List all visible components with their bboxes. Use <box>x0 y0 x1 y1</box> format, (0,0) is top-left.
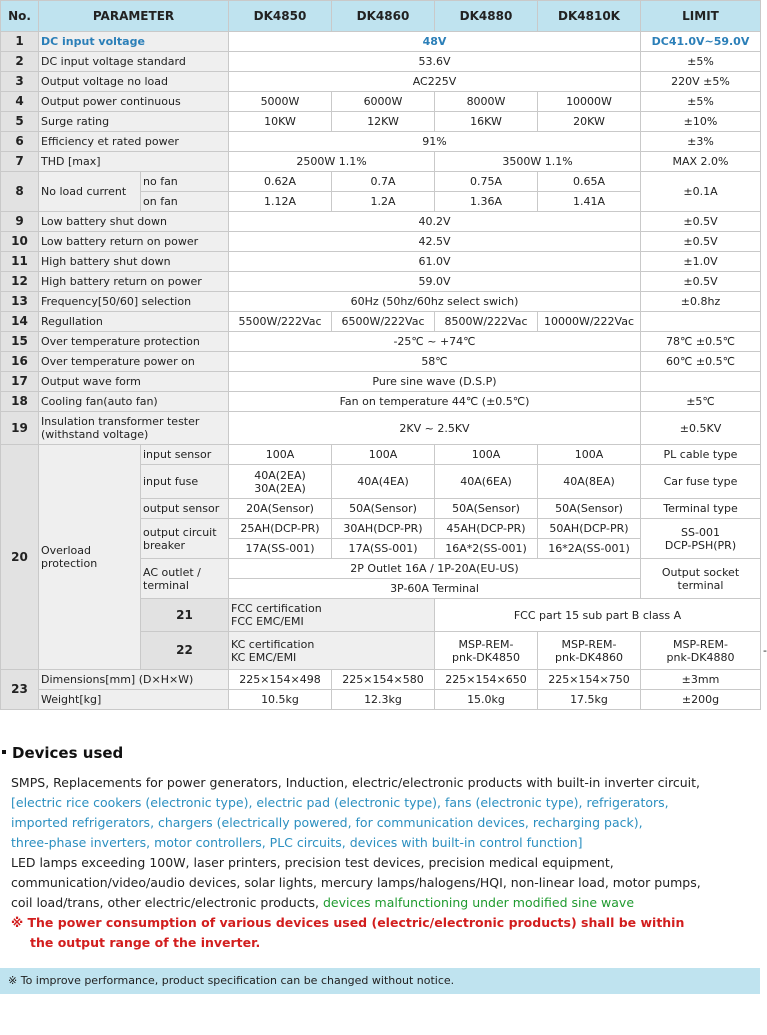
cell-dk4850: 17A(SS-001) <box>229 539 332 559</box>
cell-dk4810k: 40A(8EA) <box>538 465 641 499</box>
row-limit: ±0.5V <box>641 232 761 252</box>
row-label-line: KC EMC/EMI <box>231 650 297 664</box>
row-value: -25℃ ~ +74℃ <box>229 332 641 352</box>
table-row <box>1 152 761 172</box>
row-label: Output power continuous <box>39 92 229 112</box>
cell-dk4880 <box>641 632 761 670</box>
row-limit: ±5% <box>641 92 761 112</box>
cell-dk4860: 50A(Sensor) <box>332 499 435 519</box>
row-label <box>39 445 141 670</box>
cell-dk4810k: 50A(Sensor) <box>538 499 641 519</box>
row-limit: ±0.5V <box>641 212 761 232</box>
table-row <box>1 352 761 372</box>
row-label-line: (withstand voltage) <box>41 428 149 441</box>
cell-dk4810k: 10000W <box>538 92 641 112</box>
warning-note <box>11 913 756 953</box>
row-number: 7 <box>1 152 39 172</box>
table-row <box>1 92 761 112</box>
row-label-line: FCC certification <box>231 602 322 615</box>
cell-dk4810k: 50AH(DCP-PR) <box>538 519 641 539</box>
cell-line: MSP-REM- <box>673 637 728 651</box>
cell-dk4880: 0.75A <box>435 172 538 192</box>
row-limit: Terminal type <box>641 499 761 519</box>
row-limit: ±200g <box>641 690 761 710</box>
notice-bar <box>0 968 760 994</box>
cell-dk4880: 16A*2(SS-001) <box>435 539 538 559</box>
table-row <box>1 412 761 445</box>
row-value: 2P Outlet 16A / 1P-20A(EU-US) <box>229 559 641 579</box>
cell-line: MSP-REM- <box>458 637 514 651</box>
row-number: 17 <box>1 372 39 392</box>
sub-label <box>141 559 229 599</box>
cell-dk4850: 0.62A <box>229 172 332 192</box>
sub-label <box>141 519 229 559</box>
row-limit: ±5℃ <box>641 392 761 412</box>
row-limit <box>641 312 761 332</box>
table-row <box>1 72 761 92</box>
table-row <box>1 172 761 192</box>
warning-line: the output range of the inverter. <box>30 935 261 950</box>
row-label: High battery shut down <box>39 252 229 272</box>
row-limit: DC41.0V~59.0V <box>641 32 761 52</box>
row-label <box>39 412 229 445</box>
row-number: 6 <box>1 132 39 152</box>
table-row <box>1 132 761 152</box>
desc-line: imported refrigerators, chargers (electrically powered, for communication devices, recharging pack), <box>11 815 643 830</box>
cell-dk4860: 30AH(DCP-PR) <box>332 519 435 539</box>
row-number: 12 <box>1 272 39 292</box>
row-label-line: protection <box>41 557 98 570</box>
row-limit: 220V ±5% <box>641 72 761 92</box>
row-value: 48V <box>229 32 641 52</box>
row-label: THD [max] <box>39 152 229 172</box>
row-limit: ±5% <box>641 52 761 72</box>
sub-label-line: breaker <box>143 538 186 552</box>
row-limit: MAX 2.0% <box>641 152 761 172</box>
header-row <box>1 1 761 32</box>
devices-heading <box>0 744 123 762</box>
cell-line: pnk-DK4860 <box>555 650 623 664</box>
cell-dk4880: 100A <box>435 445 538 465</box>
cell-dk4810k: 17.5kg <box>538 690 641 710</box>
row-label: Weight[kg] <box>39 690 229 710</box>
cell-dk4860: 0.7A <box>332 172 435 192</box>
row-label: Regullation <box>39 312 229 332</box>
desc-line: communication/video/audio devices, solar lights, mercury lamps/halogens/HQI, non-linear load, motor pumps, <box>11 875 701 890</box>
cell-dk4880: 1.36A <box>435 192 538 212</box>
table-row <box>1 32 761 52</box>
limit-line: Output socket <box>661 565 740 579</box>
cell-dk4860: 225×154×580 <box>332 670 435 690</box>
sub-label: no fan <box>141 172 229 192</box>
table-row <box>1 445 761 465</box>
table-row <box>1 272 761 292</box>
row-value: 42.5V <box>229 232 641 252</box>
row-number: 14 <box>1 312 39 332</box>
row-label: Surge rating <box>39 112 229 132</box>
row-label-line: Insulation transformer tester <box>41 415 200 428</box>
table-row <box>1 52 761 72</box>
row-limit: 60℃ ±0.5℃ <box>641 352 761 372</box>
row-limit: ±1.0V <box>641 252 761 272</box>
cell-dk4810k: 16*2A(SS-001) <box>538 539 641 559</box>
sub-label: input sensor <box>141 445 229 465</box>
header-dk4810k: DK4810K <box>538 1 641 32</box>
row-label: Output wave form <box>39 372 229 392</box>
cell-dk4850: 5000W <box>229 92 332 112</box>
cell-dk4810k: 1.41A <box>538 192 641 212</box>
cell-dk4850: 25AH(DCP-PR) <box>229 519 332 539</box>
row-label: Frequency[50/60] selection <box>39 292 229 312</box>
cell-dk4860: 1.2A <box>332 192 435 212</box>
row-number: 18 <box>1 392 39 412</box>
row-limit <box>641 519 761 559</box>
row-number: 22 <box>141 632 229 670</box>
row-value: 60Hz (50hz/60hz select swich) <box>229 292 641 312</box>
row-label: High battery return on power <box>39 272 229 292</box>
notice-text: ※ To improve performance, product specification can be changed without notice. <box>8 974 455 987</box>
header-parameter: PARAMETER <box>39 1 229 32</box>
cell-line: 40A(2EA) <box>254 468 306 482</box>
row-limit <box>641 372 761 392</box>
row-number: 3 <box>1 72 39 92</box>
row-number: 11 <box>1 252 39 272</box>
row-label: Low battery shut down <box>39 212 229 232</box>
row-number: 8 <box>1 172 39 212</box>
row-label <box>229 632 435 670</box>
table-row <box>1 212 761 232</box>
row-label: Output voltage no load <box>39 72 229 92</box>
row-limit: ±3mm <box>641 670 761 690</box>
cell-dk4850: 10.5kg <box>229 690 332 710</box>
row-value: AC225V <box>229 72 641 92</box>
cell-dk4850: 1.12A <box>229 192 332 212</box>
cell-dk4860: 100A <box>332 445 435 465</box>
cell-dk4860: 6500W/222Vac <box>332 312 435 332</box>
row-number: 5 <box>1 112 39 132</box>
cell-dk4850: 10KW <box>229 112 332 132</box>
row-number: 23 <box>1 670 39 710</box>
row-value: 59.0V <box>229 272 641 292</box>
cell-line: pnk-DK4850 <box>452 650 520 664</box>
cell-dk4850: 100A <box>229 445 332 465</box>
table-row <box>1 112 761 132</box>
row-number: 15 <box>1 332 39 352</box>
cell-dk4850: 5500W/222Vac <box>229 312 332 332</box>
cell-dk4880: 45AH(DCP-PR) <box>435 519 538 539</box>
cell-dk4810k: 20KW <box>538 112 641 132</box>
sub-label: output sensor <box>141 499 229 519</box>
row-number: 20 <box>1 445 39 670</box>
row-number: 2 <box>1 52 39 72</box>
table-row <box>1 670 761 690</box>
row-value: 58℃ <box>229 352 641 372</box>
cell-dk4860: 12KW <box>332 112 435 132</box>
limit-line: SS-001 <box>681 525 720 539</box>
limit-line: terminal <box>677 578 724 592</box>
row-label: Dimensions[mm] (D×H×W) <box>39 670 229 690</box>
cell-dk4860: 40A(4EA) <box>332 465 435 499</box>
row-label <box>229 599 435 632</box>
cell-dk4880: 8500W/222Vac <box>435 312 538 332</box>
desc-line: SMPS, Replacements for power generators, Induction, electric/electronic products with built-in inverter circuit, <box>11 775 700 790</box>
cell-dk4850 <box>435 632 538 670</box>
row-limit: ±0.5KV <box>641 412 761 445</box>
cell-dk4880: 16KW <box>435 112 538 132</box>
row-value: 53.6V <box>229 52 641 72</box>
row-label: DC input voltage standard <box>39 52 229 72</box>
cell-dk4880: 8000W <box>435 92 538 112</box>
cell-dk4880: 15.0kg <box>435 690 538 710</box>
row-limit: ±3% <box>641 132 761 152</box>
cell-dk4810k: 100A <box>538 445 641 465</box>
header-no: No. <box>1 1 39 32</box>
table-row <box>1 312 761 332</box>
row-value: 91% <box>229 132 641 152</box>
table-row <box>1 372 761 392</box>
cell-thd-a: 2500W 1.1% <box>229 152 435 172</box>
row-limit: ±10% <box>641 112 761 132</box>
cell-dk4850: 20A(Sensor) <box>229 499 332 519</box>
row-value: Pure sine wave (D.S.P) <box>229 372 641 392</box>
limit-line: DCP-PSH(PR) <box>664 538 737 552</box>
row-limit: ±0.8hz <box>641 292 761 312</box>
table-row <box>1 292 761 312</box>
row-value: 61.0V <box>229 252 641 272</box>
row-value: 2KV ~ 2.5KV <box>229 412 641 445</box>
cell-dk4810k: 0.65A <box>538 172 641 192</box>
row-value: FCC part 15 sub part B class A <box>435 599 761 632</box>
cell-dk4880: 225×154×650 <box>435 670 538 690</box>
row-label: DC input voltage <box>39 32 229 52</box>
row-value: 40.2V <box>229 212 641 232</box>
row-number: 21 <box>141 599 229 632</box>
warning-line: ※ The power consumption of various devices used (electric/electronic products) shall be within <box>11 915 685 930</box>
table-row <box>1 332 761 352</box>
table-row <box>1 690 761 710</box>
desc-line <box>11 893 756 913</box>
row-label: Low battery return on power <box>39 232 229 252</box>
row-limit <box>641 559 761 599</box>
header-dk4880: DK4880 <box>435 1 538 32</box>
bullet-icon <box>2 750 6 754</box>
cell-dk4850 <box>229 465 332 499</box>
sub-label-line: output circuit <box>143 525 217 539</box>
table-row: 22 KC certification KC EMC/EMI MSP-REM- pnk-DK4850 MSP-REM- pnk-DK4860 MSP-REM- pnk-DK4880 - <box>1 632 761 670</box>
table-row <box>1 392 761 412</box>
row-value: 3P-60A Terminal <box>229 579 641 599</box>
row-limit: ±0.1A <box>641 172 761 212</box>
row-value: Fan on temperature 44℃ (±0.5℃) <box>229 392 641 412</box>
row-label-line: FCC EMC/EMI <box>231 615 304 628</box>
row-label: Efficiency et rated power <box>39 132 229 152</box>
table-row <box>1 232 761 252</box>
sub-label: input fuse <box>141 465 229 499</box>
desc-text: coil load/trans, other electric/electronic products, <box>11 895 323 910</box>
devices-description <box>11 773 756 953</box>
row-label: No load current <box>39 172 141 212</box>
cell-dk4860: 6000W <box>332 92 435 112</box>
sub-label: on fan <box>141 192 229 212</box>
row-number: 16 <box>1 352 39 372</box>
row-limit: PL cable type <box>641 445 761 465</box>
row-number: 10 <box>1 232 39 252</box>
cell-dk4860: 12.3kg <box>332 690 435 710</box>
row-label: Cooling fan(auto fan) <box>39 392 229 412</box>
row-label-line: Overload <box>41 544 91 557</box>
cell-dk4880: 40A(6EA) <box>435 465 538 499</box>
devices-title: Devices used <box>12 744 124 762</box>
header-limit: LIMIT <box>641 1 761 32</box>
sub-label-line: terminal <box>143 578 189 592</box>
desc-line: [electric rice cookers (electronic type), electric pad (electronic type), fans (electronic type), refrigerators, <box>11 795 669 810</box>
row-number: 19 <box>1 412 39 445</box>
row-number: 9 <box>1 212 39 232</box>
cell-dk4810k: 225×154×750 <box>538 670 641 690</box>
table-row <box>1 252 761 272</box>
row-label: Over temperature power on <box>39 352 229 372</box>
row-number: 4 <box>1 92 39 112</box>
cell-dk4880: 50A(Sensor) <box>435 499 538 519</box>
cell-dk4850: 225×154×498 <box>229 670 332 690</box>
header-dk4850: DK4850 <box>229 1 332 32</box>
cell-line: pnk-DK4880 <box>666 650 735 664</box>
desc-text-green: devices malfunctioning under modified sine wave <box>322 895 635 910</box>
row-number: 13 <box>1 292 39 312</box>
sub-label-line: AC outlet / <box>143 565 201 579</box>
cell-dk4860: 17A(SS-001) <box>332 539 435 559</box>
cell-dk4860 <box>538 632 641 670</box>
header-dk4860: DK4860 <box>332 1 435 32</box>
desc-line: three-phase inverters, motor controllers, PLC circuits, devices with built-in control function] <box>11 835 583 850</box>
desc-line: LED lamps exceeding 100W, laser printers, precision test devices, precision medical equipment, <box>11 855 614 870</box>
row-label-line: KC certification <box>231 637 315 651</box>
row-limit: Car fuse type <box>641 465 761 499</box>
row-label: Over temperature protection <box>39 332 229 352</box>
cell-line: 30A(2EA) <box>254 481 306 495</box>
cell-thd-b: 3500W 1.1% <box>435 152 641 172</box>
row-number: 1 <box>1 32 39 52</box>
row-limit: 78℃ ±0.5℃ <box>641 332 761 352</box>
cell-line: MSP-REM- <box>561 637 617 651</box>
row-limit: ±0.5V <box>641 272 761 292</box>
cell-dk4810k: 10000W/222Vac <box>538 312 641 332</box>
